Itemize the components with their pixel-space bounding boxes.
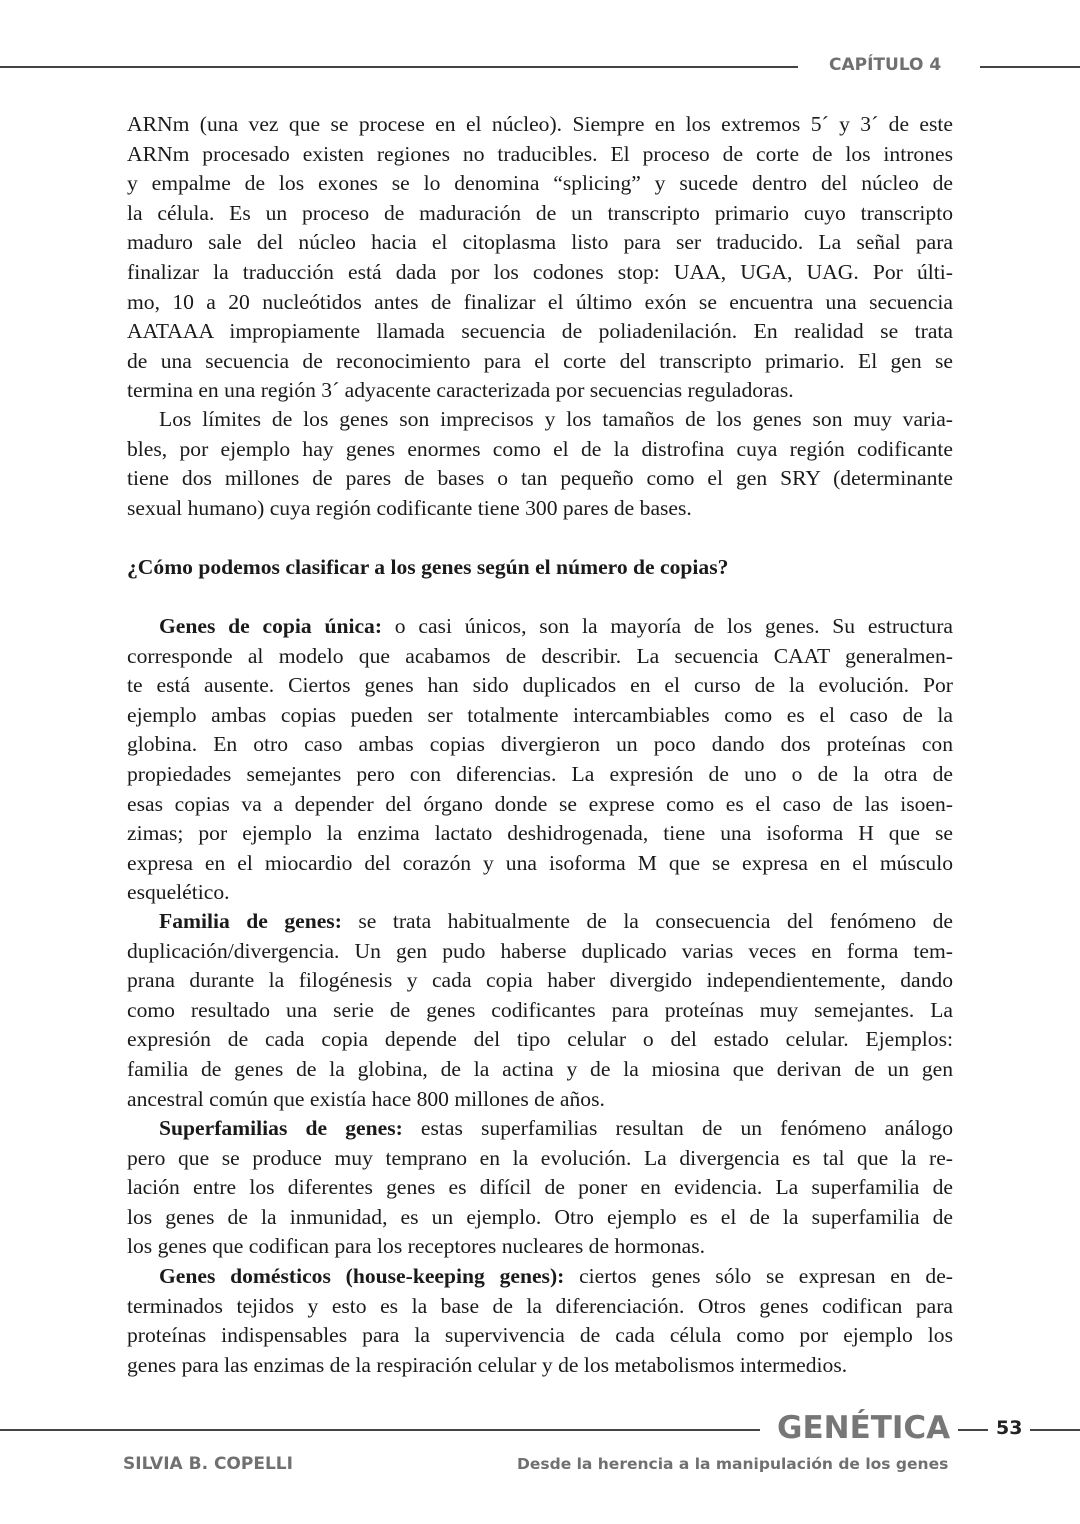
text-line [127, 1262, 953, 1292]
text-line: prana durante la filogénesis y cada copia haber divergido independientemente, dando [127, 968, 953, 993]
text-line: te está ausente. Ciertos genes han sido duplicados en el curso de la evolución. Por [127, 673, 953, 698]
text-line: los genes de la inmunidad, es un ejemplo. Otro ejemplo es el de la superfamilia de [127, 1204, 953, 1229]
text-line: esas copias va a depender del órgano donde se exprese como es el caso de las isoen- [127, 791, 953, 816]
text-line: ancestral común que existía hace 800 millones de años. [127, 1086, 605, 1111]
text-line: la célula. Es un proceso de maduración de un transcripto primario cuyo transcripto [127, 200, 953, 225]
text-line: Los límites de los genes son imprecisos y los tamaños de los genes son muy varia- [159, 407, 953, 431]
term-definition: ciertos genes sólo se expresan en de- [564, 1264, 953, 1288]
text-line: globina. En otro caso ambas copias divergieron un poco dando dos proteínas con [127, 732, 953, 757]
term-definition: se trata habitualmente de la consecuencia del fenómeno de [341, 909, 953, 933]
chapter-label: CAPÍTULO 4 [829, 55, 942, 75]
header-rule-left [0, 66, 798, 68]
text-line [127, 1114, 953, 1144]
text-line: pero que se produce muy temprano en la evolución. La divergencia es tal que la re- [127, 1145, 953, 1170]
term-label: Genes domésticos (house-keeping genes): [159, 1264, 565, 1288]
text-line: finalizar la traducción está dada por los codones stop: UAA, UGA, UAG. Por últi- [127, 259, 953, 284]
text-line: corresponde al modelo que acabamos de describir. La secuencia CAAT generalmen- [127, 643, 953, 668]
text-line: como resultado una serie de genes codificantes para proteínas muy semejantes. La [127, 997, 953, 1022]
text-line: y empalme de los exones se lo denomina “splicing” y sucede dentro del núcleo de [127, 171, 953, 196]
text-line: familia de genes de la globina, de la actina y de la miosina que derivan de un gen [127, 1056, 953, 1081]
text-line: expresa en el miocardio del corazón y una isoforma M que se expresa en el músculo [127, 850, 953, 875]
text-line [127, 612, 953, 642]
term-label: Superfamilias de genes: [159, 1116, 403, 1140]
text-line: ARNm procesado existen regiones no traducibles. El proceso de corte de los intrones [127, 141, 953, 166]
book-title: GENÉTICA [777, 1410, 951, 1446]
text-line: AATAAA impropiamente llamada secuencia de poliadenilación. En realidad se trata [127, 319, 953, 344]
text-line: maduro sale del núcleo hacia el citoplasma listo para ser traducido. La señal para [127, 230, 953, 255]
text-line: de una secuencia de reconocimiento para el corte del transcripto primario. El gen se [127, 348, 953, 373]
paragraph [127, 907, 953, 1114]
term-definition: estas superfamilias resultan de un fenómeno análogo [402, 1116, 954, 1140]
text-line: lación entre los diferentes genes es difícil de poner en evidencia. La superfamilia de [127, 1175, 953, 1200]
text-line: proteínas indispensables para la supervivencia de cada célula como por ejemplo los [127, 1323, 953, 1348]
section-heading: ¿Cómo podemos clasificar a los genes según el número de copias? [127, 555, 729, 579]
paragraph [127, 110, 953, 406]
text-line: tiene dos millones de pares de bases o tan pequeño como el gen SRY (determinante [127, 466, 953, 491]
paragraph [127, 405, 953, 523]
paragraph [127, 1114, 953, 1262]
footer-rule-left [0, 1429, 760, 1431]
text-line: ejemplo ambas copias pueden ser totalmente intercambiables como es el caso de la [127, 702, 953, 727]
footer-rule-right [1030, 1429, 1080, 1431]
text-line: termina en una región 3´ adyacente caracterizada por secuencias reguladoras. [127, 378, 794, 403]
text-line: ARNm (una vez que se procese en el núcleo). Siempre en los extremos 5´ y 3´ de este [127, 112, 953, 136]
text-line: los genes que codifican para los receptores nucleares de hormonas. [127, 1234, 706, 1259]
text-line: zimas; por ejemplo la enzima lactato deshidrogenada, tiene una isoforma H que se [127, 821, 953, 846]
paragraph [127, 1262, 953, 1380]
text-line: expresión de cada copia depende del tipo celular o del estado celular. Ejemplos: [127, 1027, 953, 1052]
book-subtitle: Desde la herencia a la manipulación de los genes [517, 1455, 949, 1473]
text-line: sexual humano) cuya región codificante tiene 300 pares de bases. [127, 495, 692, 520]
text-line: esquelético. [127, 880, 230, 905]
text-line: mo, 10 a 20 nucleótidos antes de finalizar el último exón se encuentra una secuencia [127, 289, 953, 314]
footer-rule-mid [958, 1429, 988, 1431]
page-number: 53 [996, 1417, 1023, 1439]
text-line: terminados tejidos y esto es la base de la diferenciación. Otros genes codifican para [127, 1293, 953, 1318]
text-line: propiedades semejantes pero con diferencias. La expresión de uno o de la otra de [127, 761, 953, 786]
term-definition: o casi únicos, son la mayoría de los genes. Su estructura [382, 614, 953, 638]
header-rule-right [980, 66, 1080, 68]
text-line: duplicación/divergencia. Un gen pudo haberse duplicado varias veces en forma tem- [127, 938, 953, 963]
text-line: genes para las enzimas de la respiración celular y de los metabolismos intermedios. [127, 1352, 848, 1377]
term-label: Familia de genes: [159, 909, 342, 933]
term-label: Genes de copia única: [159, 614, 383, 638]
author-name: SILVIA B. COPELLI [123, 1454, 293, 1474]
paragraph [127, 612, 953, 908]
text-line [127, 907, 953, 937]
text-line: bles, por ejemplo hay genes enormes como el de la distrofina cuya región codificante [127, 436, 953, 461]
